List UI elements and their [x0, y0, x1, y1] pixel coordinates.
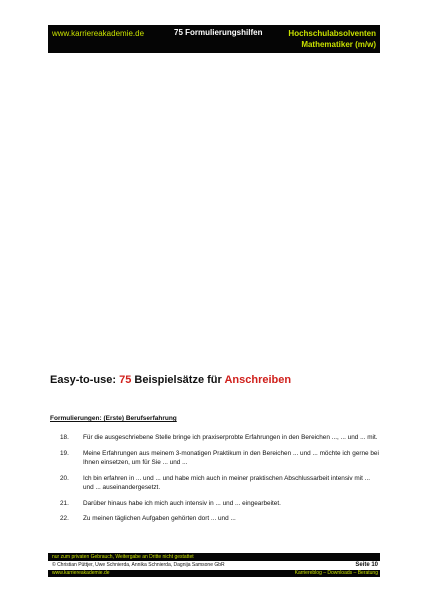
page-footer	[48, 553, 380, 577]
header-title: 75 Formulierungshilfen	[174, 28, 263, 37]
item-text: Ich bin erfahren in ... und ... und habe mich auch in meiner praktischen Abschlussarbeit intensiv mit ... und ... auseinandergesetzt.	[83, 474, 371, 491]
item-number: 18.	[60, 434, 69, 441]
list-item	[60, 449, 380, 468]
footer-links-bar	[48, 570, 380, 577]
header-target-line1: Hochschulabsolventen	[288, 29, 376, 38]
item-text: Zu meinen täglichen Aufgaben gehörten dort ... und ...	[83, 515, 236, 522]
item-number: 22.	[60, 515, 69, 522]
item-number: 21.	[60, 499, 69, 507]
header-target-line2: Mathematiker (m/w)	[301, 40, 376, 49]
item-number: 19.	[60, 449, 69, 457]
item-number: 20.	[60, 474, 69, 482]
list-item	[60, 499, 380, 509]
item-text: Darüber hinaus habe ich mich auch intensiv in ... und ... eingearbeitet.	[83, 499, 281, 507]
item-text: Meine Erfahrungen aus meinem 3-monatigen Praktikum in den Bereichen ... und ... möchte ich gerne bei Ihnen einsetzen, um für Sie ... und ...	[83, 449, 379, 466]
heading-number: 75	[119, 374, 132, 386]
section-heading	[50, 374, 291, 386]
page-header	[48, 25, 380, 53]
list-item	[60, 433, 380, 443]
heading-middle: Beispielsätze für	[131, 374, 225, 386]
footer-notice: nur zum privaten Gebrauch, Weitergabe an Dritte nicht gestattet	[48, 553, 380, 561]
footer-links[interactable]: Karriereblog – Downloads – Beratung	[294, 570, 378, 576]
list-item	[60, 474, 380, 493]
page-number: Seite 10	[355, 562, 378, 568]
header-target	[288, 28, 376, 50]
footer-copyright: © Christian Püttjer, Uwe Schnierda, Annika Schnierda, Dagnija Samsone GbR	[52, 562, 225, 568]
subheading: Formulierungen: (Erste) Berufserfahrung	[50, 415, 177, 422]
heading-highlight: Anschreiben	[224, 374, 292, 386]
footer-site[interactable]: www.karriereakademie.de	[52, 570, 110, 576]
header-site[interactable]: www.karriereakademie.de	[52, 29, 145, 38]
item-text: Für die ausgeschriebene Stelle bringe ich praxiserprobte Erfahrungen in den Bereichen ..., ... und ... mit.	[83, 434, 378, 441]
footer-info	[48, 561, 380, 570]
list-item	[60, 514, 380, 524]
phrase-list	[60, 433, 380, 530]
heading-prefix: Easy-to-use:	[50, 374, 120, 386]
